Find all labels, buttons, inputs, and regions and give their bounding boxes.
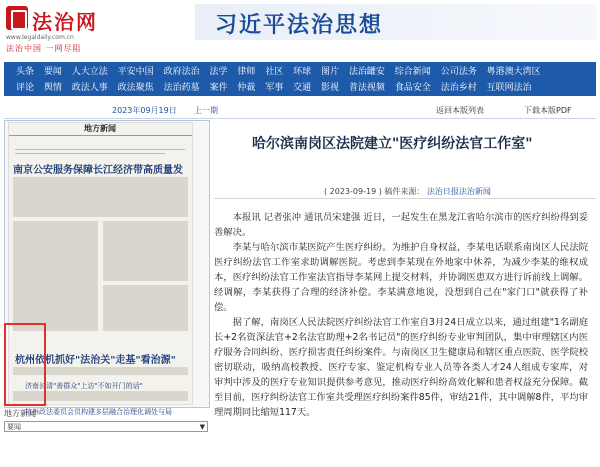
article-title: 哈尔滨南岗区法院建立"医疗纠纷法官工作室": [252, 136, 533, 152]
page-headline[interactable]: 济南长清"善群众"上访"不如开门的话": [25, 382, 143, 390]
nav-row-2: [16, 80, 539, 96]
chevron-down-icon: ▼: [199, 423, 205, 431]
text-column-block: [103, 285, 188, 331]
logo-text: 法治网: [32, 10, 98, 34]
nav-item[interactable]: 要闻: [43, 67, 62, 77]
logo-slogan: 法治中国 一网尽阻: [6, 44, 82, 53]
nav-item[interactable]: 环球: [293, 67, 312, 77]
nav-item[interactable]: 头条: [16, 67, 35, 77]
article-date: ( 2023-09-19 ): [324, 187, 382, 196]
selected-article-highlight[interactable]: [4, 323, 46, 406]
nav-item[interactable]: 影视: [321, 83, 340, 93]
nav-item[interactable]: 食品安全: [394, 83, 431, 93]
download-pdf-link[interactable]: 下载本版PDF: [524, 106, 572, 115]
article-paragraph: 本报讯 记者张冲 通讯员宋建强 近日，一起发生在黑龙江省哈尔滨市的医疗纠纷得到妥善解决。: [214, 212, 588, 238]
nav-item[interactable]: 政法聚焦: [117, 83, 154, 93]
section-select[interactable]: [4, 421, 208, 432]
nav-item[interactable]: 人大立法: [71, 67, 108, 77]
divider: [214, 198, 596, 199]
previous-issue-link[interactable]: 上一期: [194, 106, 218, 115]
nav-item[interactable]: 法治乡村: [440, 83, 477, 93]
nav-item[interactable]: 法治药墓: [163, 83, 200, 93]
text-column-block: [13, 221, 98, 331]
nav-item[interactable]: 政府法治: [163, 67, 200, 77]
section-select-value: 要闻: [7, 423, 21, 431]
main-nav: [4, 62, 596, 96]
text-line: [15, 153, 165, 154]
site-logo[interactable]: [6, 6, 98, 32]
article-body: [214, 210, 588, 420]
nav-item[interactable]: 案件: [209, 83, 228, 93]
page-head: [9, 123, 192, 136]
article-meta: [324, 186, 491, 197]
nav-item[interactable]: 综合新闻: [394, 67, 431, 77]
nav-item[interactable]: 社区: [265, 67, 284, 77]
page-headline[interactable]: 杭州政法委员会员构建多层融合治理化调处与局: [25, 408, 172, 416]
nav-item[interactable]: 粤港澳大湾区: [486, 67, 541, 77]
nav-item[interactable]: 评论: [16, 83, 35, 93]
nav-item[interactable]: 法学: [209, 67, 228, 77]
photo-block: [103, 221, 188, 281]
edition-date-link[interactable]: 2023年09月19日: [112, 106, 177, 115]
nav-item[interactable]: 法治罐安: [348, 67, 385, 77]
nav-item[interactable]: 互联网法治: [486, 83, 532, 93]
article-paragraph: 李某与哈尔滨市某医院产生医疗纠纷。为维护自身权益，李某电话联系南岗区人民法院医疗纠纷法官工作室求助调解医院。考虑到李某现在外地家中休养，为减少李某的维权成本，医疗纠纷法官工作室法官指导李某网上提交材料，并协调医患双方进行诉前线上调解。经调解，李某获得了合理的经济补偿。李某满意地说，没想到自己在"家门口"就获得了补偿。: [214, 242, 588, 313]
site-header: [0, 0, 600, 62]
nav-item[interactable]: 公司法务: [440, 67, 477, 77]
page-headline[interactable]: 南京公安服务保障长江经济带高质量发: [13, 165, 183, 176]
nav-row-1: [16, 64, 548, 80]
article-source-label: 稿件来源：: [384, 187, 425, 196]
page-headline[interactable]: 杭州依机抓好"法治关"走基"看治源": [15, 355, 176, 366]
page-head-title: 地方新闻: [84, 124, 116, 133]
text-line: [15, 149, 185, 150]
nav-item[interactable]: 政法人事: [71, 83, 108, 93]
nav-item[interactable]: 图片: [321, 67, 340, 77]
section-label: 地方新闻: [4, 409, 36, 418]
article-source[interactable]: 法治日报法治新闻: [426, 187, 491, 196]
edition-date-bar: [4, 104, 596, 119]
nav-item[interactable]: 仲裁: [237, 83, 256, 93]
text-column-block: [13, 177, 188, 217]
logo-mark-icon: [6, 6, 28, 30]
nav-item[interactable]: 交通: [293, 83, 312, 93]
nav-item[interactable]: 律师: [237, 67, 256, 77]
back-to-list-link[interactable]: 返回本版列表: [436, 106, 484, 115]
nav-item[interactable]: 舆情: [43, 83, 62, 93]
nav-item[interactable]: 平安中国: [117, 67, 154, 77]
nav-item[interactable]: 普法视频: [348, 83, 385, 93]
logo-url: www.legaldaily.com.cn: [6, 34, 74, 41]
article-paragraph: 据了解，南岗区人民法院医疗纠纷法官工作室自3月24日成立以来，通过组建"1名副庭长+2名资深法官+2名法官助理+2名书记员"的医疗纠纷专业审判团队，集中审理辖区内医疗服务合同纠纷、医疗损害责任纠纷案件。与南岗区卫生健康局和辖区重点医院、医学院校密切联动，吸纳高校教授、医疗专家、鉴定机构专业人员等各类人才24人组成专家库，对审判中涉及的医疗专业知识提供参考意见，推动医疗纠纷高效化解和患者权益充分保障。截至目前，医疗纠纷法官工作室共受理医疗纠纷案件85件，审结21件，其中调解8件，平均审理周期同比缩短117天。: [214, 317, 588, 418]
nav-item[interactable]: 军事: [265, 83, 284, 93]
header-banner[interactable]: [195, 4, 597, 40]
banner-title: 习近平法治思想: [215, 12, 384, 38]
